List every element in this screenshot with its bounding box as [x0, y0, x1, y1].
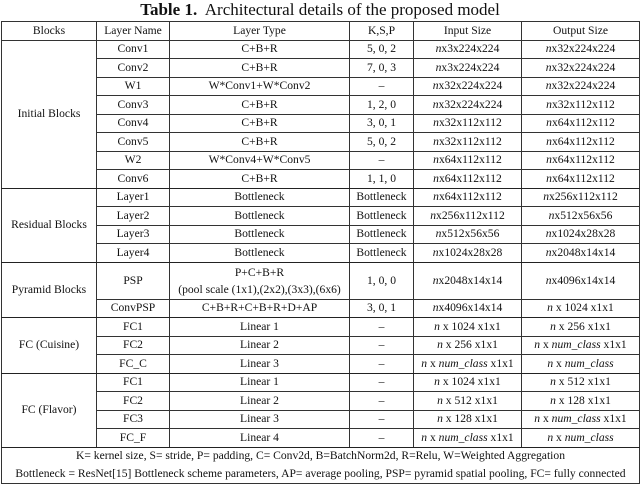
block-name: FC (Cuisine) [2, 318, 97, 374]
output-size: nx2048x14x14 [522, 244, 640, 263]
layer-type: W*Conv4+W*Conv5 [170, 151, 350, 170]
table-row [2, 96, 640, 115]
ksp: 3, 0, 1 [350, 299, 414, 318]
table-row [2, 429, 640, 448]
output-size: nx64x112x112 [522, 170, 640, 189]
layer-name: FC1 [97, 373, 170, 392]
footnote-row [2, 465, 640, 483]
output-size: nx512x56x56 [522, 207, 640, 226]
input-size: nx32x224x224 [414, 77, 522, 96]
block-name: Pyramid Blocks [2, 262, 97, 318]
table-row [2, 244, 640, 263]
output-size: n x 1024 x1x1 [522, 299, 640, 318]
table-label: Table 1. [140, 0, 198, 19]
layer-type: Linear 3 [170, 355, 350, 374]
output-size: nx32x224x224 [522, 40, 640, 59]
table-row [2, 410, 640, 429]
table-body [2, 40, 640, 447]
output-size: nx64x112x112 [522, 151, 640, 170]
ksp: Bottleneck [350, 207, 414, 226]
input-size: nx256x112x112 [414, 207, 522, 226]
footnote: K= kernel size, S= stride, P= padding, C= Conv2d, B=BatchNorm2d, R=Relu, W=Weighted Aggregation [2, 447, 640, 465]
output-size: nx64x112x112 [522, 114, 640, 133]
layer-type: Linear 1 [170, 373, 350, 392]
block-name: FC (Flavor) [2, 373, 97, 447]
table-title: Architectural details of the proposed model [204, 0, 500, 19]
block-name: Initial Blocks [2, 40, 97, 188]
input-size: n x 1024 x1x1 [414, 373, 522, 392]
input-size: nx32x224x224 [414, 96, 522, 115]
input-size: nx64x112x112 [414, 188, 522, 207]
output-size: nx32x112x112 [522, 96, 640, 115]
ksp: 5, 0, 2 [350, 133, 414, 152]
table-row [2, 392, 640, 411]
table-row [2, 355, 640, 374]
footnote-row [2, 447, 640, 465]
table-row [2, 299, 640, 318]
layer-type: P+C+B+R (pool scale (1x1),(2x2),(3x3),(6x6) [170, 262, 350, 299]
footnote: Bottleneck = ResNet[15] Bottleneck scheme parameters, AP= average pooling, PSP= pyramid spatial pooling, FC= fully connected [2, 465, 640, 483]
ksp: 5, 0, 2 [350, 40, 414, 59]
layer-type: C+B+R [170, 59, 350, 78]
layer-name: Conv3 [97, 96, 170, 115]
output-size: nx4096x14x14 [522, 262, 640, 299]
header-layer-name: Layer Name [97, 22, 170, 41]
header-ksp: K,S,P [350, 22, 414, 41]
input-size: n x 1024 x1x1 [414, 318, 522, 337]
layer-type: W*Conv1+W*Conv2 [170, 77, 350, 96]
layer-type: C+B+R+C+B+R+D+AP [170, 299, 350, 318]
table-row [2, 188, 640, 207]
table-row [2, 40, 640, 59]
output-size: n x num_class x1x1 [522, 410, 640, 429]
input-size: nx64x112x112 [414, 170, 522, 189]
block-name: Residual Blocks [2, 188, 97, 262]
layer-type: Linear 1 [170, 318, 350, 337]
layer-name: ConvPSP [97, 299, 170, 318]
layer-type: Linear 4 [170, 429, 350, 448]
layer-name: Conv4 [97, 114, 170, 133]
table-row [2, 207, 640, 226]
header-layer-type: Layer Type [170, 22, 350, 41]
ksp: Bottleneck [350, 244, 414, 263]
layer-name: FC3 [97, 410, 170, 429]
layer-name: Conv1 [97, 40, 170, 59]
input-size: nx4096x14x14 [414, 299, 522, 318]
ksp: 3, 0, 1 [350, 114, 414, 133]
input-size: n x 256 x1x1 [414, 336, 522, 355]
layer-name: FC2 [97, 392, 170, 411]
ksp: – [350, 318, 414, 337]
layer-name: W2 [97, 151, 170, 170]
ksp: – [350, 410, 414, 429]
table-row [2, 77, 640, 96]
input-size: nx3x224x224 [414, 59, 522, 78]
layer-type: Bottleneck [170, 207, 350, 226]
table-row [2, 133, 640, 152]
ksp: 7, 0, 3 [350, 59, 414, 78]
table-row [2, 151, 640, 170]
table-row [2, 59, 640, 78]
ksp: – [350, 392, 414, 411]
output-size: n x num_class x1x1 [522, 336, 640, 355]
layer-type: C+B+R [170, 96, 350, 115]
architecture-table [1, 21, 640, 484]
ksp: – [350, 373, 414, 392]
ksp: – [350, 429, 414, 448]
input-size: nx32x112x112 [414, 133, 522, 152]
layer-type: C+B+R [170, 114, 350, 133]
output-size: nx32x224x224 [522, 59, 640, 78]
ksp: 1, 1, 0 [350, 170, 414, 189]
output-size: nx256x112x112 [522, 188, 640, 207]
input-size: nx2048x14x14 [414, 262, 522, 299]
input-size: n x 128 x1x1 [414, 410, 522, 429]
table-row [2, 262, 640, 299]
layer-name: FC_F [97, 429, 170, 448]
header-input-size: Input Size [414, 22, 522, 41]
table-caption [0, 0, 640, 21]
table-row [2, 318, 640, 337]
layer-name: Conv6 [97, 170, 170, 189]
output-size: n x num_class [522, 355, 640, 374]
output-size: nx32x224x224 [522, 77, 640, 96]
layer-name: Layer4 [97, 244, 170, 263]
input-size: nx512x56x56 [414, 225, 522, 244]
layer-type: Linear 2 [170, 336, 350, 355]
layer-type: Bottleneck [170, 225, 350, 244]
layer-type: Linear 2 [170, 392, 350, 411]
input-size: nx64x112x112 [414, 151, 522, 170]
layer-type: C+B+R [170, 133, 350, 152]
ksp: – [350, 355, 414, 374]
table-row [2, 170, 640, 189]
layer-name: Layer3 [97, 225, 170, 244]
layer-type: C+B+R [170, 170, 350, 189]
layer-name: Conv2 [97, 59, 170, 78]
output-size: n x 256 x1x1 [522, 318, 640, 337]
layer-name: Layer2 [97, 207, 170, 226]
table-row [2, 373, 640, 392]
output-size: n x num_class [522, 429, 640, 448]
ksp: Bottleneck [350, 225, 414, 244]
table-row [2, 336, 640, 355]
header-blocks: Blocks [2, 22, 97, 41]
layer-name: W1 [97, 77, 170, 96]
output-size: nx1024x28x28 [522, 225, 640, 244]
layer-name: Layer1 [97, 188, 170, 207]
layer-type: Bottleneck [170, 188, 350, 207]
table-row [2, 225, 640, 244]
input-size: n x num_class x1x1 [414, 355, 522, 374]
input-size: nx32x112x112 [414, 114, 522, 133]
layer-name: FC1 [97, 318, 170, 337]
layer-type: Linear 3 [170, 410, 350, 429]
header-output-size: Output Size [522, 22, 640, 41]
layer-name: PSP [97, 262, 170, 299]
input-size: n x num_class x1x1 [414, 429, 522, 448]
layer-name: FC2 [97, 336, 170, 355]
layer-type: C+B+R [170, 40, 350, 59]
ksp: 1, 2, 0 [350, 96, 414, 115]
output-size: n x 512 x1x1 [522, 373, 640, 392]
output-size: n x 128 x1x1 [522, 392, 640, 411]
input-size: nx3x224x224 [414, 40, 522, 59]
input-size: n x 512 x1x1 [414, 392, 522, 411]
layer-name: Conv5 [97, 133, 170, 152]
layer-type: Bottleneck [170, 244, 350, 263]
input-size: nx1024x28x28 [414, 244, 522, 263]
ksp: – [350, 336, 414, 355]
output-size: nx64x112x112 [522, 133, 640, 152]
layer-name: FC_C [97, 355, 170, 374]
ksp: – [350, 151, 414, 170]
ksp: 1, 0, 0 [350, 262, 414, 299]
ksp: Bottleneck [350, 188, 414, 207]
header-row [2, 22, 640, 41]
table-row [2, 114, 640, 133]
ksp: – [350, 77, 414, 96]
